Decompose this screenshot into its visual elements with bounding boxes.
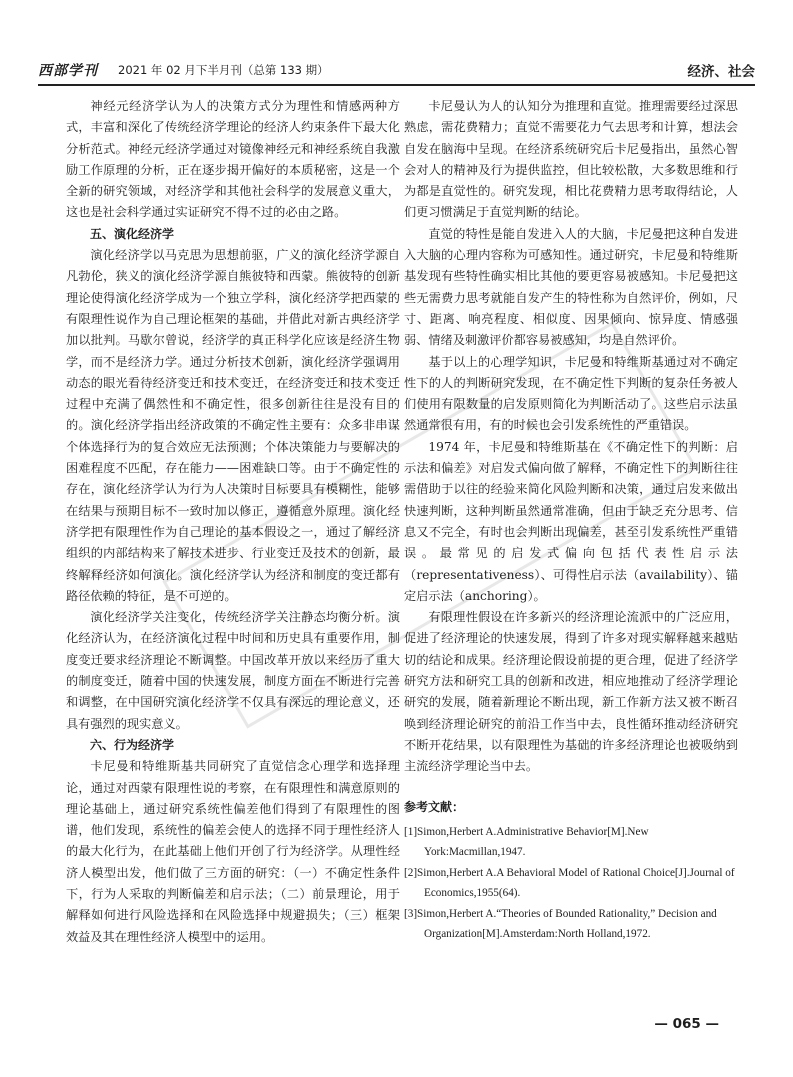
- issue-info: 2021 年 02 月下半月刊（总第 133 期）: [118, 63, 329, 77]
- paragraph: 演化经济学以马克思为思想前驱，广义的演化经济学源自凡勃伦，狭义的演化经济学源自熊彼特和西蒙。熊彼特的创新理论使得演化经济学成为一个独立学科，演化经济学把西蒙的有限理性说作为自己理论框架的基础，并借此对新古典经济学加以批判。马歇尔曾说，经济学的真正科学化应该是经济生物学，而不是经济力学。通过分析技术创新，演化经济学强调用动态的眼光看待经济变迁和技术变迁，在经济变迁和技术变迁过程中充满了偶然性和不确定性，很多创新往往是没有目的的。演化经济学指出经济政策的不确定性主要有：众多非串谋个体选择行为的复合效应无法预测；个体决策能力与要解决的困难程度不匹配，存在能力——困难缺口等。由于不确定性的存在，演化经济学认为行为人决策时目标要具有模糊性，能够在结果与预期目标不一致时加以修正，遵循意外原理。演化经济学把有限理性作为自己理论的基本假设之一，通过了解经济组织的内部结构来了解技术进步、行业变迁及技术的创新，最终解释经济如何演化。演化经济学认为经济和制度的变迁都有路径依赖的特征，是不可逆的。: [66, 248, 400, 603]
- reference-item: [3]Simon,Herbert A.“Theories of Bounded Rationality,” Decision and Organization[M].Amsterdam:North Holland,1972.: [404, 907, 717, 941]
- reference-item: [2]Simon,Herbert A.A Behavioral Model of Rational Choice[J].Journal of Economics,1955(64).: [404, 866, 735, 900]
- paragraph: 有限理性假设在许多新兴的经济理论流派中的广泛应用，促进了经济理论的快速发展，得到了许多对现实解释越来越贴切的结论和成果。经济理论假设前提的更合理，促进了经济学研究方法和研究工具的创新和改进，相应地推动了经济学理论研究的发展，随着新理论不断出现，新工作新方法又被不断召唤到经济理论研究的前沿工作当中去，良性循环推动经济研究不断开花结果，以有限理性为基础的许多经济理论也被吸纳到主流经济学理论当中去。: [404, 610, 738, 774]
- paragraph: 卡尼曼和特维斯基共同研究了直觉信念心理学和选择理论，通过对西蒙有限理性说的考察，在有限理性和满意原则的理论基础上，通过研究系统性偏差他们得到了有限理性的图谱，他们发现，系统性的偏差会使人的选择不同于理性经济人的最大化行为，在此基础上他们开创了行为经济学。从理性经济人模型出发，他们做了三方面的研究：（一）不确定性条件下，行为人采取的判断偏差和启示法；（二）前景理论，用于解释如何进行风险选择和在风险选择中规避损失；（三）框架效益及其在理性经济人模型中的运用。: [66, 759, 400, 944]
- right-column: [404, 96, 738, 945]
- references: [404, 797, 738, 945]
- page-header: [38, 58, 755, 86]
- section-heading: 六、行为经济学: [90, 737, 175, 752]
- paragraph: 神经元经济学认为人的决策方式分为理性和情感两种方式，丰富和深化了传统经济学理论的经济人约束条件下最大化分析范式。神经元经济学通过对镜像神经元和神经系统自我激励工作原理的分析，正在逐步揭开偏好的本质秘密，这是一个全新的研究领域，对经济学和其他社会科学的发展意义重大，这也是社会科学通过实证研究不得不过的必由之路。: [66, 99, 400, 220]
- left-column: [66, 96, 400, 948]
- section-heading: 五、演化经济学: [90, 226, 175, 241]
- paragraph: 1974 年，卡尼曼和特维斯基在《不确定性下的判断：启示法和偏差》对启发式偏向做了解释，不确定性下的判断往往需借助于以往的经验来简化风险判断和决策，通过启发来做出快速判断，这种判断虽然通常准确，但由于缺乏充分思考、信息又不完全，有时也会判断出现偏差，甚至引发系统性严重错误。最常见的启发式偏向包括代表性启示法（representativeness）、可得性启示法（availability）、锚定启示法（anchoring）。: [404, 439, 738, 603]
- section-label: 经济、社会: [687, 64, 755, 80]
- paragraph: 卡尼曼认为人的认知分为推理和直觉。推理需要经过深思熟虑，需花费精力；直觉不需要花力气去思考和计算，想法会自发在脑海中呈现。在经济系统研究后卡尼曼指出，虽然心智会对人的精神及行为提供监控，但比较松散，大多数思维和行为都是直觉性的。研究发现，相比花费精力思考取得结论，人们更习惯满足于直觉判断的结论。: [404, 99, 738, 220]
- references-title: 参考文献：: [404, 799, 465, 814]
- paragraph: 基于以上的心理学知识，卡尼曼和特维斯基通过对不确定性下的人的判断研究发现，在不确定性下判断的复杂任务被人们使用有限数量的启发原则简化为判断活动了。这些启示法虽然通常很有用，有的时候也会引发系统性的严重错误。: [404, 354, 738, 433]
- page-number: — 065 —: [654, 1016, 719, 1032]
- reference-item: [1]Simon,Herbert A.Administrative Behavior[M].New York:Macmillan,1947.: [404, 825, 649, 859]
- paragraph: 演化经济学关注变化，传统经济学关注静态均衡分析。演化经济认为，在经济演化过程中时间和历史具有重要作用，制度变迁要求经济理论不断调整。中国改革开放以来经历了重大的制度变迁，随着中国的快速发展，制度方面在不断进行完善和调整，在中国研究演化经济学不仅具有深远的理论意义，还具有强烈的现实意义。: [66, 610, 400, 731]
- journal-logo: 西部学刊: [38, 63, 98, 79]
- paragraph: 直觉的特性是能自发进入人的大脑，卡尼曼把这种自发进入大脑的心理内容称为可感知性。通过研究，卡尼曼和特维斯基发现有些特性确实相比其他的要更容易被感知。卡尼曼把这些无需费力思考就能自发产生的特性称为自然评价，例如，尺寸、距离、响亮程度、相似度、因果倾向、惊异度、情感强弱、情绪及刺激评价都容易被感知，均是自然评价。: [404, 226, 738, 348]
